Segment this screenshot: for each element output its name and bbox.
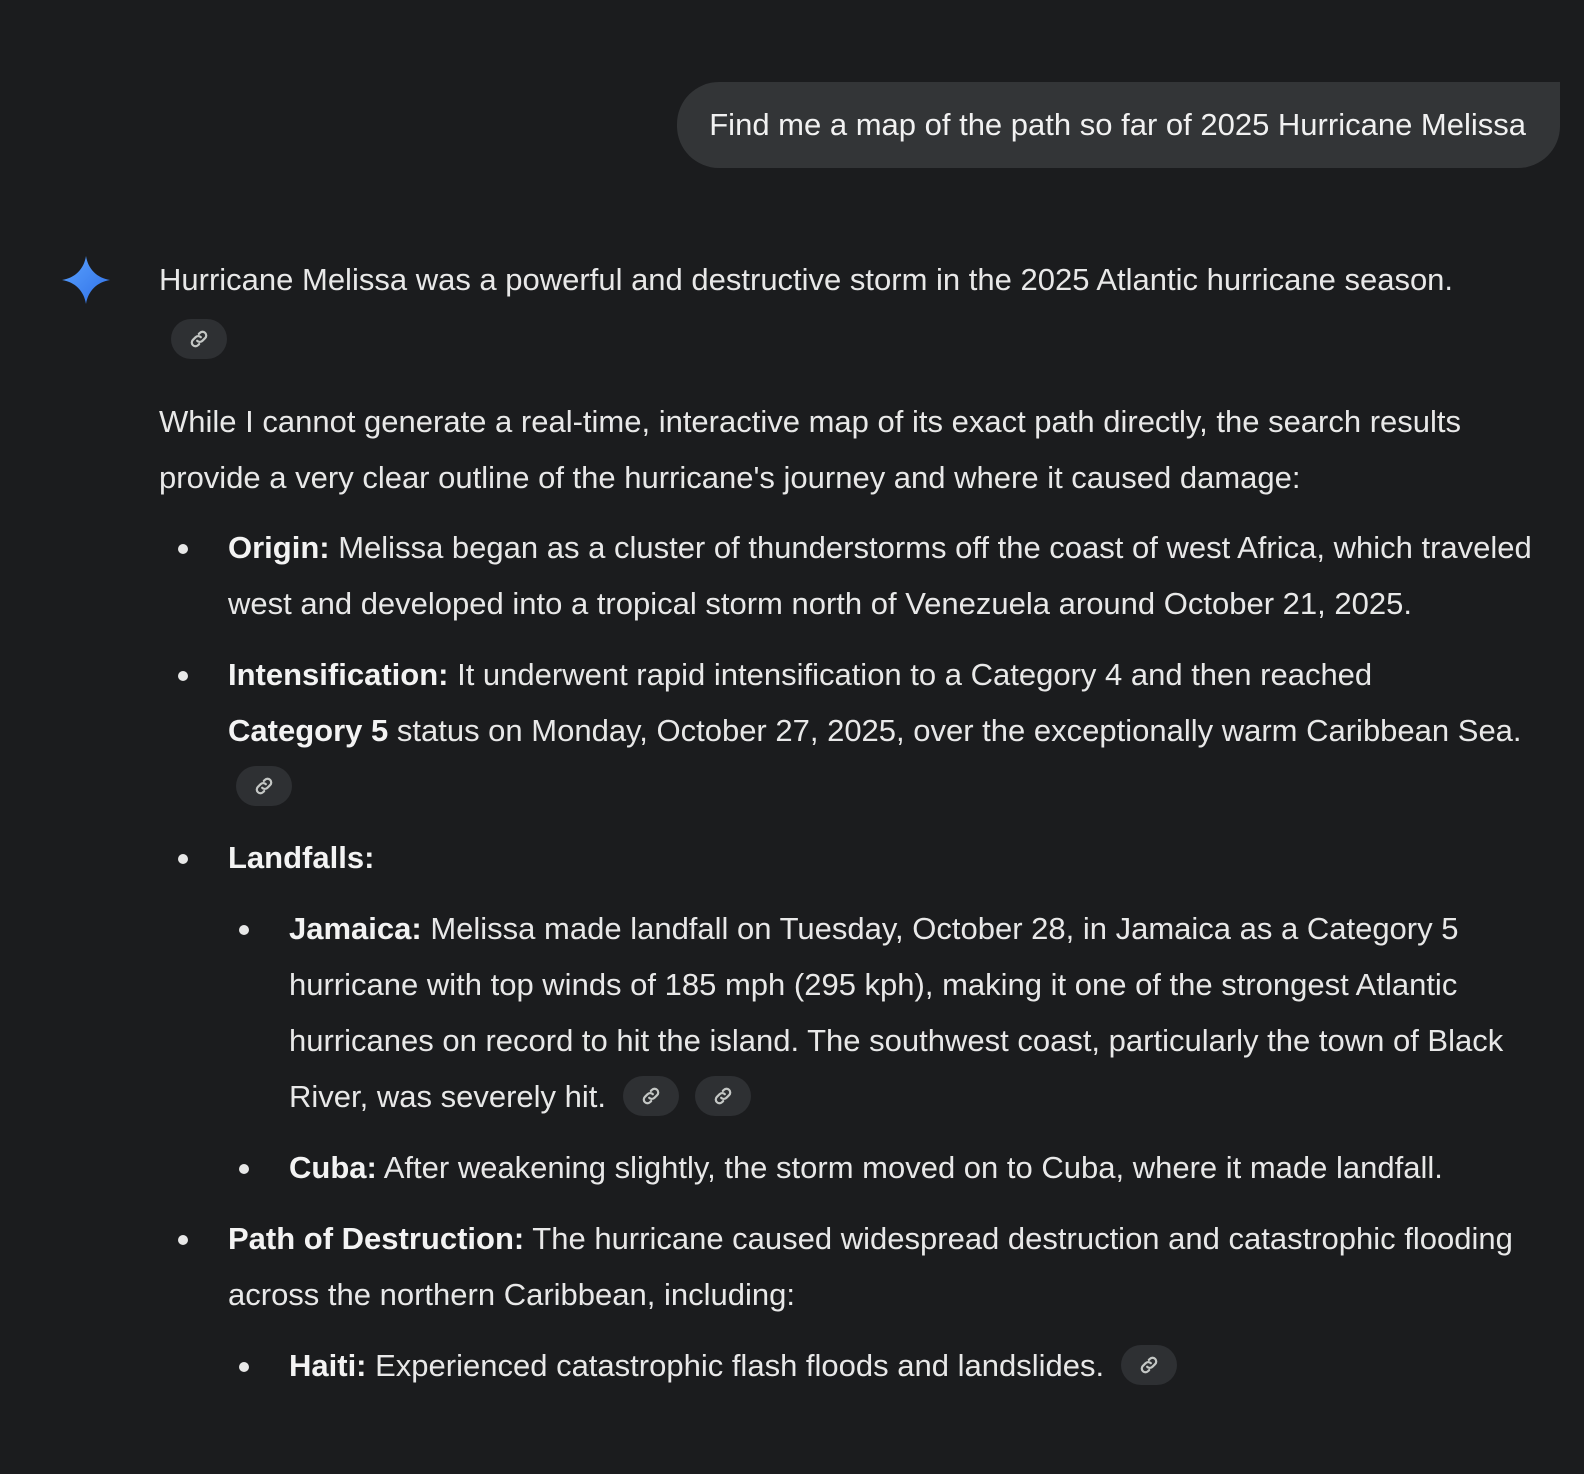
list-item-cuba: [228, 1140, 1559, 1196]
list-item-haiti: [228, 1338, 1559, 1394]
cuba-label: Cuba:: [289, 1150, 377, 1185]
link-icon: [253, 775, 275, 797]
assistant-response: [159, 252, 1559, 1409]
destruction-text: The hurricane caused widespread destruction and catastrophic flooding across the northern Caribbean, including:: [228, 1221, 1513, 1312]
user-message-bubble: [677, 82, 1560, 168]
link-icon: [712, 1085, 734, 1107]
response-lead-paragraph: While I cannot generate a real-time, interactive map of its exact path directly, the search results provide a very clear outline of the hurricane's journey and where it caused damage:: [159, 404, 1462, 495]
jamaica-text: Melissa made landfall on Tuesday, October 28, in Jamaica as a Category 5 hurricane with top winds of 185 mph (295 kph), making it one of the strongest Atlantic hurricanes on record to hit the island. The southwest coast, particularly the town of Black River, was severely hit.: [289, 911, 1504, 1114]
intensification-text-a: It underwent rapid intensification to a Category 4 and then reached: [457, 657, 1373, 692]
destruction-label: Path of Destruction:: [228, 1221, 525, 1256]
list-item-destruction: [159, 1211, 1559, 1394]
user-message-text: Find me a map of the path so far of 2025 Hurricane Melissa: [709, 107, 1526, 142]
source-chip[interactable]: [623, 1076, 679, 1116]
source-chip[interactable]: [1121, 1345, 1177, 1385]
destruction-sub-list: [228, 1338, 1559, 1394]
haiti-text: Experienced catastrophic flash floods and landslides.: [375, 1348, 1105, 1383]
list-item-landfalls: [159, 830, 1559, 1196]
jamaica-label: Jamaica:: [289, 911, 422, 946]
intensification-text-b: status on Monday, October 27, 2025, over the exceptionally warm Caribbean Sea.: [396, 713, 1522, 748]
intensification-label: Intensification:: [228, 657, 449, 692]
cuba-text: After weakening slightly, the storm moved on to Cuba, where it made landfall.: [383, 1150, 1443, 1185]
source-chip[interactable]: [695, 1076, 751, 1116]
landfalls-sub-list: [228, 901, 1559, 1196]
list-item-origin: [159, 520, 1559, 632]
link-icon: [188, 328, 210, 350]
origin-label: Origin:: [228, 530, 330, 565]
list-item-intensification: [159, 647, 1559, 815]
landfalls-label: Landfalls:: [228, 840, 375, 875]
link-icon: [640, 1085, 662, 1107]
link-icon: [1138, 1354, 1160, 1376]
response-intro-paragraph: [159, 252, 1559, 364]
gemini-sparkle-icon: [62, 256, 110, 304]
origin-text: Melissa began as a cluster of thunderstorms off the coast of west Africa, which traveled west and developed into a tropical storm north of Venezuela around October 21, 2025.: [228, 530, 1532, 621]
haiti-label: Haiti:: [289, 1348, 367, 1383]
list-item-jamaica: [228, 901, 1559, 1125]
main-bullet-list: [159, 520, 1559, 1394]
intro-text: Hurricane Melissa was a powerful and destructive storm in the 2025 Atlantic hurricane season.: [159, 262, 1454, 297]
intensification-bold: Category 5: [228, 713, 389, 748]
source-chip[interactable]: [171, 319, 227, 359]
source-chip[interactable]: [236, 766, 292, 806]
